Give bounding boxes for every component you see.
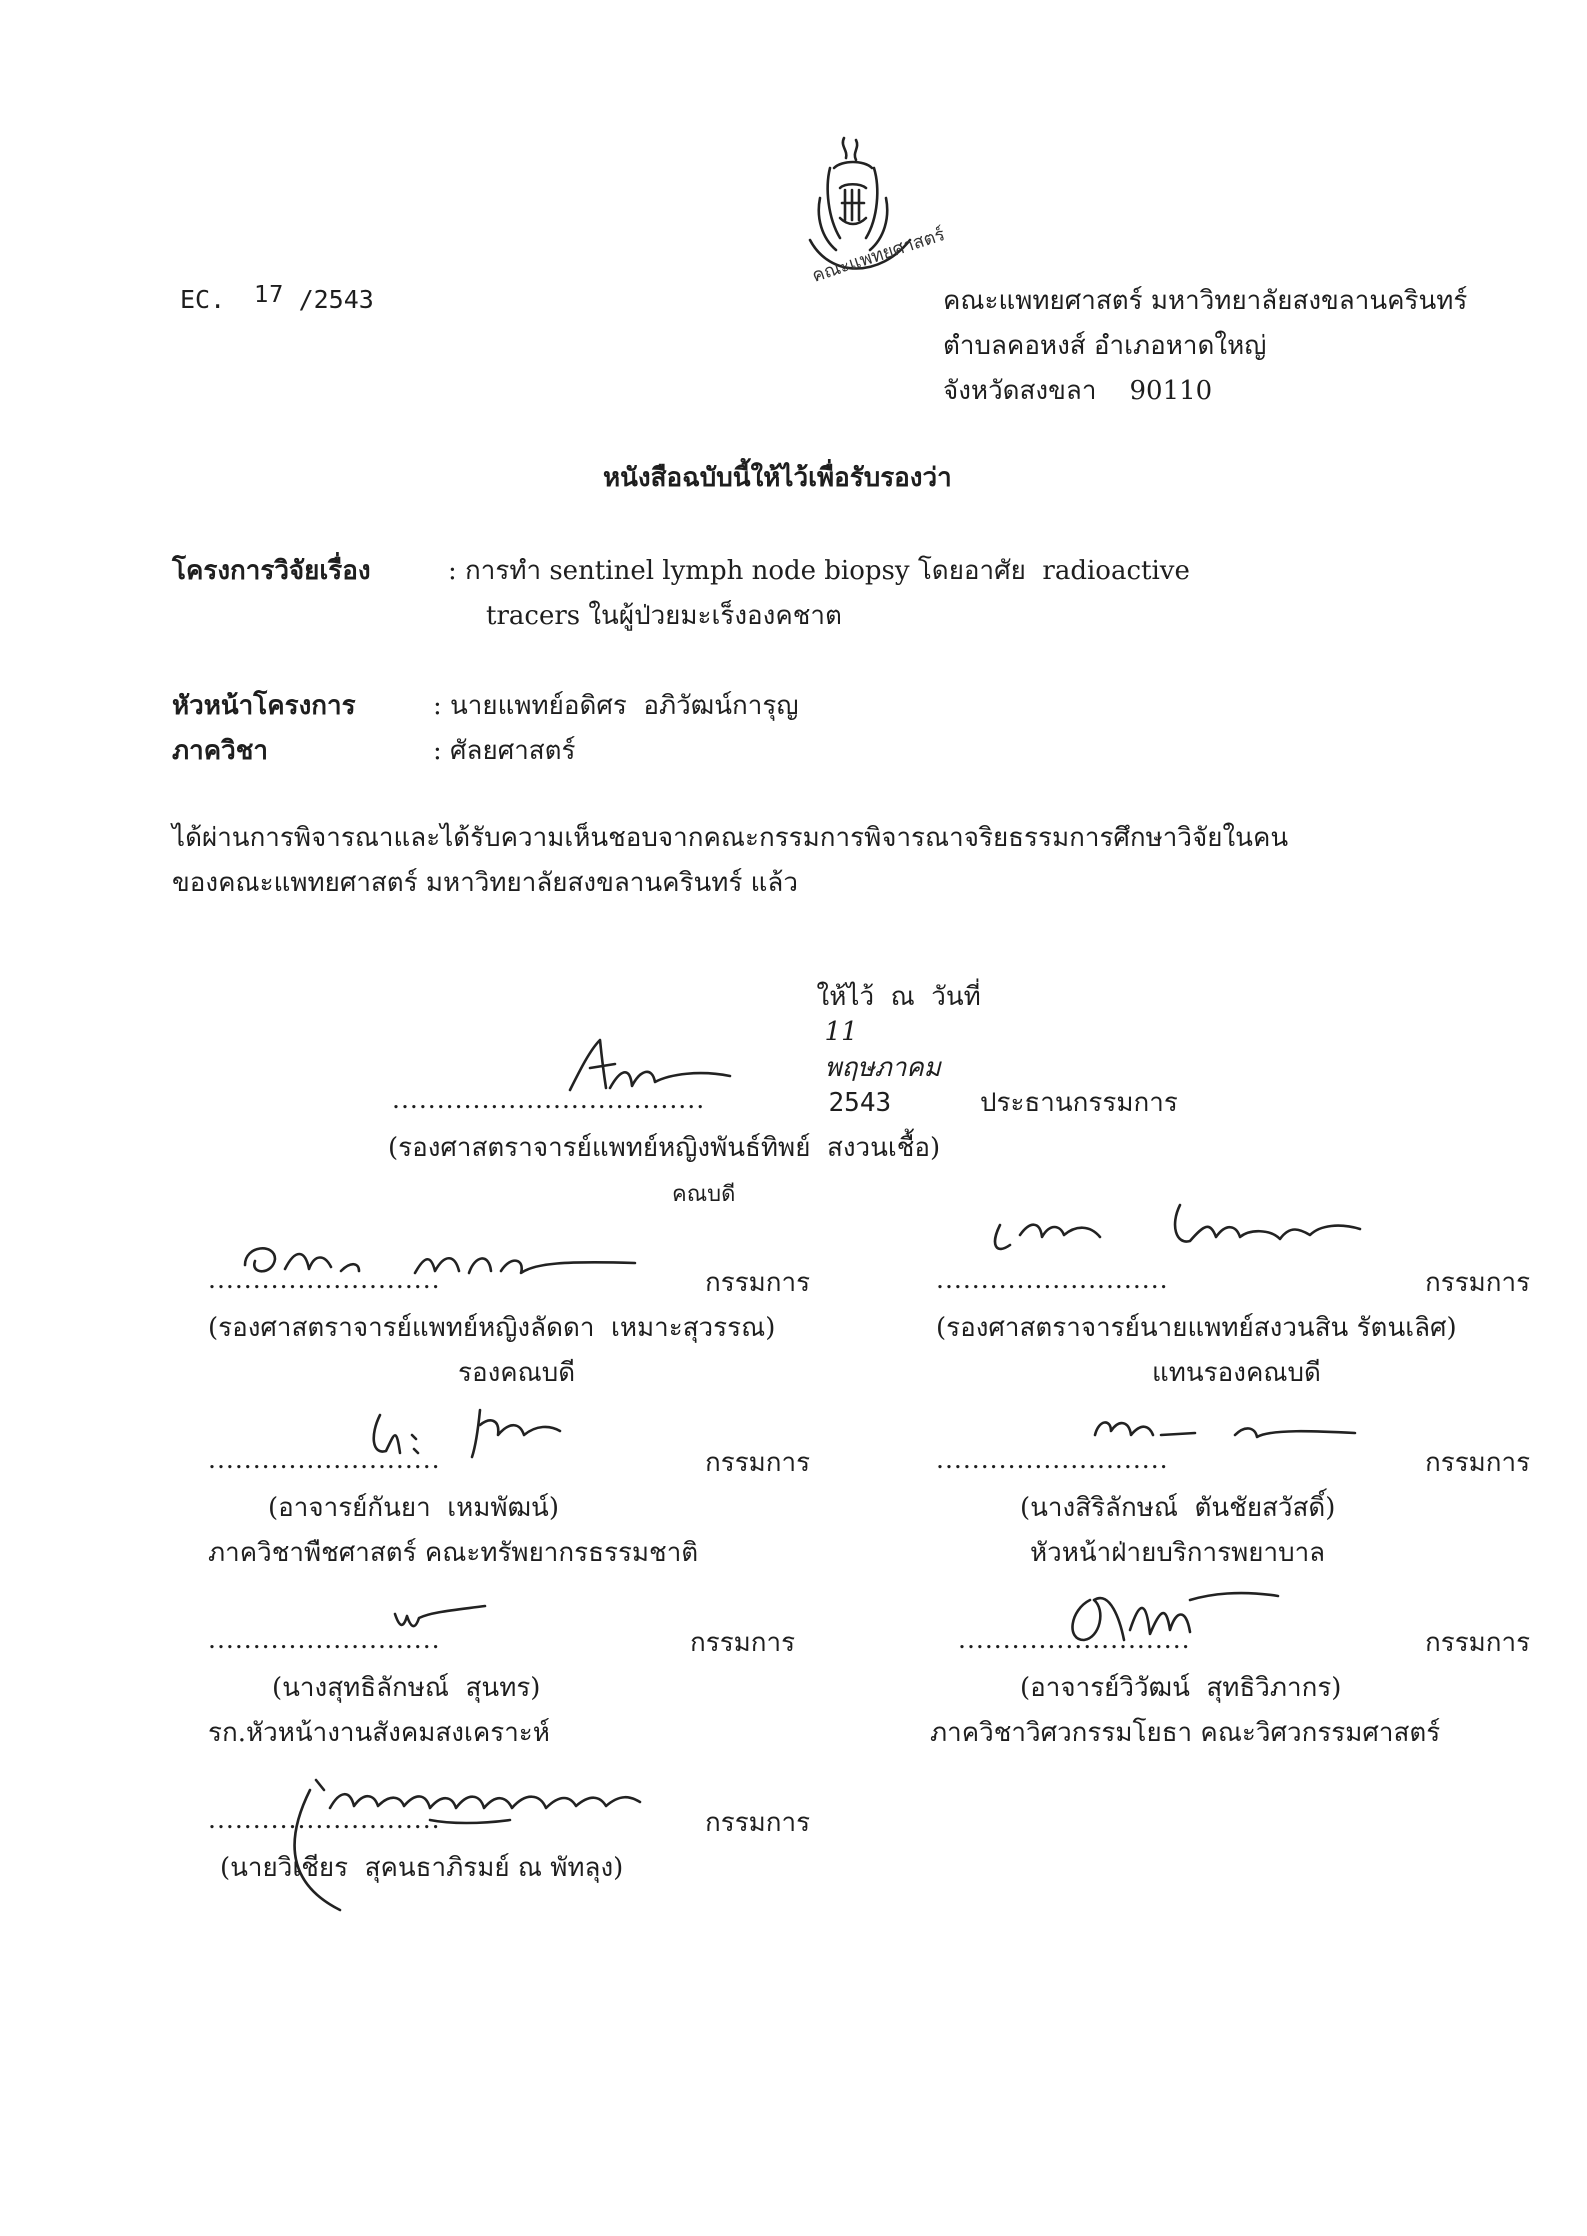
chair-title: คณบดี — [672, 1182, 736, 1207]
member-7-signature — [250, 1750, 700, 1930]
address-line-2: ตำบลคอหงส์ อำเภอหาดใหญ่ — [943, 331, 1267, 361]
reference-prefix: EC. — [180, 285, 226, 314]
reference-year: /2543 — [298, 285, 374, 314]
reference-number — [180, 282, 374, 314]
member-7-signature-line: .......................... — [208, 1805, 441, 1834]
member-2-signature — [980, 1185, 1380, 1265]
member-6-name: (อาจารย์วิวัฒน์ สุทธิวิภากร) — [1020, 1673, 1342, 1703]
project-leader-label: หัวหน้าโครงการ — [172, 691, 356, 721]
member-6-title: ภาควิชาวิศวกรรมโยธา คณะวิศวกรรมศาสตร์ — [930, 1718, 1441, 1748]
chair-signature-line: ................................... — [392, 1085, 706, 1114]
chair-role: ประธานกรรมการ — [980, 1088, 1178, 1118]
member-3-title: ภาควิชาพืชศาสตร์ คณะทรัพยากรธรรมชาติ — [208, 1538, 699, 1568]
project-title-line-2: tracers ในผู้ป่วยมะเร็งองคชาต — [486, 601, 842, 631]
member-4-signature-line: .......................... — [936, 1445, 1169, 1474]
approval-line-1: ได้ผ่านการพิจารณาและได้รับความเห็นชอบจากคณะกรรมการพิจารณาจริยธรรมการศึกษาวิจัยในคน — [172, 823, 1289, 853]
member-1-role: กรรมการ — [705, 1268, 811, 1298]
member-3-role: กรรมการ — [705, 1448, 811, 1478]
member-6-signature-line: .......................... — [958, 1625, 1191, 1654]
member-4-name: (นางสิริลักษณ์ ตันชัยสวัสดิ์) — [1020, 1493, 1336, 1523]
approval-line-2: ของคณะแพทยศาสตร์ มหาวิทยาลัยสงขลานครินทร์ แล้ว — [172, 868, 798, 898]
date-prefix: ให้ไว้ ณ วันที่ — [816, 982, 981, 1012]
date-year: 2543 — [828, 1088, 892, 1118]
member-5-title: รก.หัวหน้างานสังคมสงเคราะห์ — [208, 1718, 550, 1748]
member-7-role: กรรมการ — [705, 1808, 811, 1838]
member-2-name: (รองศาสตราจารย์นายแพทย์สงวนสิน รัตนเลิศ) — [936, 1313, 1457, 1343]
project-leader-value: : นายแพทย์อดิศร อภิวัฒน์การุญ — [433, 691, 799, 721]
member-3-name: (อาจารย์กันยา เหมพัฒน์) — [268, 1493, 559, 1523]
member-2-title: แทนรองคณบดี — [1152, 1358, 1321, 1388]
department-label: ภาควิชา — [172, 736, 268, 766]
member-4-role: กรรมการ — [1425, 1448, 1531, 1478]
member-2-signature-line: .......................... — [936, 1265, 1169, 1294]
member-5-signature-line: .......................... — [208, 1625, 441, 1654]
member-7-name: (นายวิเชียร สุคนธาภิรมย์ ณ พัทลุง) — [220, 1853, 624, 1883]
address-line-1: คณะแพทยศาสตร์ มหาวิทยาลัยสงขลานครินทร์ — [943, 286, 1468, 316]
member-1-signature-line: .......................... — [208, 1265, 441, 1294]
project-label: โครงการวิจัยเรื่อง — [172, 556, 371, 586]
member-6-role: กรรมการ — [1425, 1628, 1531, 1658]
seal-caption: คณะแพทยศาสตร์ — [809, 224, 948, 287]
department-value: : ศัลยศาสตร์ — [433, 736, 576, 766]
address-line-3: จังหวัดสงขลา 90110 — [943, 376, 1213, 406]
chair-name: (รองศาสตราจารย์แพทย์หญิงพันธ์ทิพย์ สงวนเชื้อ) — [388, 1133, 941, 1163]
member-1-name: (รองศาสตราจารย์แพทย์หญิงลัดดา เหมาะสุวรรณ) — [208, 1313, 776, 1343]
member-5-name: (นางสุทธิลักษณ์ สุนทร) — [272, 1673, 541, 1703]
member-1-title: รองคณบดี — [458, 1358, 576, 1388]
date-month: พฤษภาคม — [824, 1053, 941, 1083]
project-title-line-1: : การทำ sentinel lymph node biopsy โดยอาศัย radioactive — [448, 556, 1190, 586]
page-title: หนังสือฉบับนี้ให้ไว้เพื่อรับรองว่า — [603, 463, 952, 493]
reference-handwritten-number: 17 — [254, 282, 284, 308]
member-5-role: กรรมการ — [690, 1628, 796, 1658]
issue-date — [800, 946, 981, 1118]
member-2-role: กรรมการ — [1425, 1268, 1531, 1298]
member-4-title: หัวหน้าฝ่ายบริการพยาบาล — [1030, 1538, 1326, 1568]
date-day: 11 — [824, 1017, 858, 1047]
member-3-signature-line: .......................... — [208, 1445, 441, 1474]
